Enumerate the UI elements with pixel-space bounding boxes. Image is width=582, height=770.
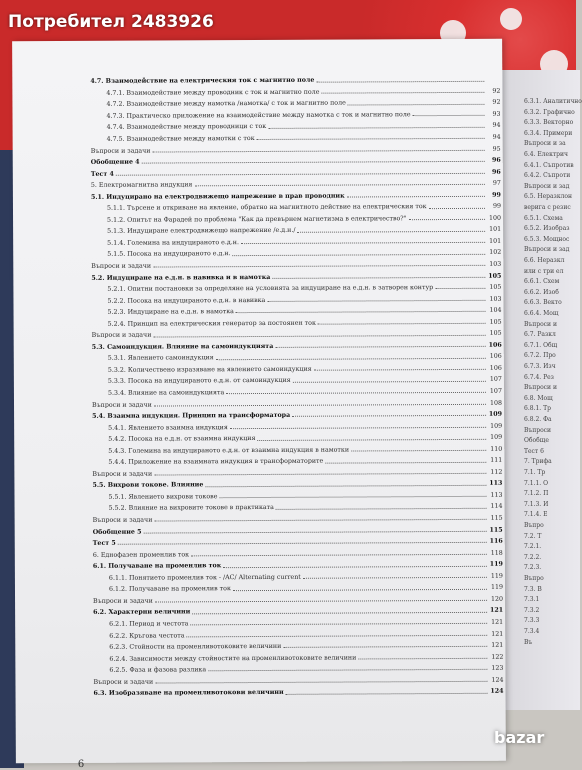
next-page-line: Въпроси и зад: [524, 183, 569, 190]
toc-leader-dots: [236, 310, 486, 313]
toc-entry-title: 4.7.4. Взаимодействие между проводници с ток: [107, 124, 269, 131]
toc-entry-title: 5.3.1. Явлението самоиндукция: [108, 356, 216, 363]
toc-entry-title: Тест 4: [91, 171, 116, 177]
toc-entry-title: 5.1.1. Търсене и откриване на явление, обратно на магнитното действие на електрическия ток: [107, 204, 429, 212]
next-page-line: или с три ел: [524, 268, 563, 275]
toc-leader-dots: [348, 102, 485, 105]
toc-entry-page: 106: [486, 354, 502, 360]
toc-entry-page: 119: [487, 573, 503, 579]
next-page-line: 7.1.1. О: [524, 480, 548, 487]
toc-entry-page: 96: [485, 158, 501, 164]
next-page-line: 6.5. Неразклон: [524, 193, 572, 200]
next-page-line: 6.5.2. Изобраз: [524, 225, 570, 232]
toc-leader-dots: [316, 79, 484, 82]
toc-entry-title: 5.4.4. Приложение на взаимната индукция в трансформаторите: [108, 459, 325, 466]
toc-leader-dots: [216, 356, 486, 359]
next-page-line: 7.1.4. Е: [524, 511, 547, 518]
toc-entry-page: 105: [485, 285, 501, 291]
next-page-line: 7.2. Т: [524, 533, 541, 540]
toc-entry-page: 118: [487, 550, 503, 556]
toc-entry-title: 6.2.5. Фаза и фазова разлика: [109, 667, 208, 674]
toc-leader-dots: [155, 599, 487, 603]
toc-leader-dots: [153, 264, 485, 268]
next-page-line: 6.8.1. Тр: [524, 405, 551, 412]
next-page-line: Въпроси и: [524, 321, 557, 328]
toc-entry-page: 110: [486, 446, 502, 452]
toc-entry-page: 100: [485, 216, 501, 222]
toc-entry-title: 5.4.3. Големина на индуцираното е.д.н. от взаимна индукция в намотки: [108, 447, 351, 455]
toc-entry-page: 105: [485, 273, 501, 279]
user-watermark: Потребител 2483926: [8, 12, 214, 32]
toc-leader-dots: [152, 149, 484, 153]
toc-entry-title: Въпроси и задачи: [91, 264, 153, 271]
toc-leader-dots: [226, 391, 486, 394]
toc-entry-title: Обобщение 5: [93, 529, 144, 536]
next-page-line: 7.2.1.: [524, 543, 541, 550]
toc-entry-page: 115: [487, 527, 503, 533]
background-dot: [500, 8, 522, 30]
next-page-line: 6.5.3. Мощнос: [524, 236, 569, 243]
next-page-line: Въ: [524, 639, 532, 646]
toc-leader-dots: [230, 426, 486, 429]
next-page-line: 7. Трифа: [524, 458, 552, 465]
toc-entry-page: 104: [486, 308, 502, 314]
toc-entry-title: 5.4. Взаимна индукция. Принцип на трансформатора: [92, 413, 292, 420]
next-page-line: 6.6.1. Схем: [524, 278, 559, 285]
toc-entry-title: 6.2.4. Зависимости между стойностите на променливотоковите величини: [109, 655, 358, 663]
toc-leader-dots: [268, 126, 484, 129]
toc-leader-dots: [223, 564, 487, 567]
toc-leader-dots: [143, 530, 486, 534]
next-page-line: 6.8.2. Фа: [524, 416, 552, 423]
toc-entry-page: 103: [485, 296, 501, 302]
toc-entry-page: 120: [487, 597, 503, 603]
toc-leader-dots: [297, 229, 485, 232]
toc-entry-title: Въпроси и задачи: [93, 598, 155, 605]
toc-entry-page: 113: [486, 481, 502, 487]
toc-entry-title: 5.4.1. Явлението взаимна индукция: [108, 425, 230, 432]
toc-entry-title: 5.2.3. Индуциране на е.д.н. в намотка: [108, 309, 236, 316]
next-page-line: 6.7.2. Про: [524, 352, 556, 359]
toc-leader-dots: [321, 91, 484, 94]
toc-entry-title: Въпроси и задачи: [92, 333, 154, 340]
toc-entry-page: 115: [487, 516, 503, 522]
next-page-line: 6.3.2. Графично: [524, 109, 575, 116]
toc-entry-title: 5.1.3. Индуциране електродвижещо напрежение /е.д.н./: [107, 228, 297, 235]
toc-leader-dots: [429, 206, 485, 208]
toc-entry-title: 6.2.3. Стойности на променливотоковите величини: [109, 644, 283, 651]
toc-leader-dots: [293, 380, 486, 383]
toc-entry-title: 6.1.2. Получаване на променлив ток: [109, 586, 233, 593]
toc-entry-page: 121: [487, 608, 503, 614]
next-page-edge: [500, 70, 580, 710]
next-page-line: 6.3.4. Примери: [524, 130, 572, 137]
toc-entry-title: Въпроси и задачи: [93, 679, 155, 686]
toc-leader-dots: [208, 668, 487, 671]
toc-entry-page: 123: [487, 666, 503, 672]
next-page-line: 6.4.2. Съпроти: [524, 172, 570, 179]
toc-entry-title: 6.1. Получаване на променлив ток: [93, 563, 223, 570]
toc-leader-dots: [186, 634, 487, 638]
toc-leader-dots: [347, 195, 485, 198]
toc-entry-page: 108: [486, 400, 502, 406]
toc-entry-title: 5.3.4. Влияние на самоиндукцията: [108, 390, 226, 397]
toc-leader-dots: [358, 657, 487, 660]
toc-entry-title: 6. Еднофазен променлив ток: [93, 552, 191, 559]
toc-entry-page: 113: [486, 493, 502, 499]
toc-entry-page: 124: [487, 677, 503, 683]
toc-entry-page: 109: [486, 412, 502, 418]
toc-entry-page: 105: [486, 331, 502, 337]
toc-entry-page: 99: [485, 192, 501, 198]
next-page-line: 7.3.4: [524, 628, 539, 635]
toc-leader-dots: [205, 483, 486, 486]
toc-leader-dots: [241, 241, 485, 244]
toc-entry-title: 5.1.5. Посока на индуцираното е.д.н.: [107, 252, 232, 259]
toc-entry-page: 107: [486, 389, 502, 395]
next-page-line: 6.6.4. Мощ: [524, 310, 558, 317]
toc-entry-page: 92: [484, 100, 500, 106]
next-page-line: Въпроси и зад: [524, 246, 569, 253]
toc-entry-page: 102: [485, 250, 501, 256]
toc-entry-title: 6.1.1. Понятието променлив ток - /AC/ Alternating current: [109, 575, 303, 582]
toc-entry-page: 106: [486, 343, 502, 349]
next-page-line: Въпро: [524, 575, 544, 582]
toc-entry-page: 122: [487, 654, 503, 660]
toc-entry-page: 107: [486, 377, 502, 383]
toc-entry-page: 92: [484, 89, 500, 95]
toc-entry-title: 5.5.1. Явлението вихрови токове: [108, 494, 219, 501]
next-page-line: 6.7.4. Рез: [524, 374, 554, 381]
toc-leader-dots: [276, 507, 487, 510]
toc-entry-page: 121: [487, 643, 503, 649]
toc-entry-page: 105: [486, 319, 502, 325]
toc-entry: [93, 684, 503, 698]
toc-entry-title: 5.1.4. Големина на индуцираното е.д.н.: [107, 240, 241, 247]
toc-leader-dots: [283, 645, 487, 648]
toc-leader-dots: [154, 472, 486, 476]
toc-leader-dots: [219, 495, 486, 498]
toc-entry-title: 4.7.5. Взаимодействие между намотки с ток: [107, 136, 257, 143]
toc-leader-dots: [325, 460, 486, 463]
toc-leader-dots: [154, 518, 486, 522]
toc-entry-page: 119: [487, 562, 503, 568]
toc-entry-page: 101: [485, 239, 501, 245]
toc-leader-dots: [194, 183, 485, 187]
toc-leader-dots: [413, 114, 485, 116]
toc-leader-dots: [192, 611, 487, 615]
toc-entry-title: Въпроси и задачи: [93, 518, 155, 525]
toc-leader-dots: [257, 137, 485, 140]
next-page-line: 7.3. В: [524, 586, 542, 593]
toc-leader-dots: [233, 587, 487, 590]
book-page: [12, 39, 506, 764]
toc-entry-title: 5.4.2. Посока на е.д.н. от взаимна индукция: [108, 436, 257, 443]
toc-entry-page: 93: [484, 112, 500, 118]
toc-entry-title: 4.7.3. Практическо приложение на взаимодействие между намотка с ток и магнитно поле: [106, 112, 412, 120]
toc-entry-page: 121: [487, 631, 503, 637]
toc-entry-page: 114: [487, 504, 503, 510]
toc-entry-title: 5.2.1. Опитни постановки за определяне на условията за индуциране на е.д.н. в затворен контур: [107, 285, 435, 293]
toc-leader-dots: [272, 276, 485, 279]
toc-entry-title: 5.1. Индуцирано на електродвижещо напрежение в прав проводник: [91, 193, 347, 201]
next-page-line: 6.4.1. Съпротив: [524, 162, 574, 169]
toc-leader-dots: [303, 576, 487, 579]
next-page-line: 6.6. Неразкл: [524, 257, 564, 264]
toc-leader-dots: [257, 437, 486, 440]
toc-entry-title: Обобщение 4: [91, 160, 142, 167]
toc-entry-title: Въпроси и задачи: [92, 402, 154, 409]
next-page-line: 6.6.3. Векто: [524, 299, 562, 306]
next-page-line: Обобще: [524, 437, 549, 444]
table-of-contents: [90, 72, 503, 698]
next-page-line: 6.7. Разкл: [524, 331, 556, 338]
next-page-line: 6.3.1. Аналитично: [524, 98, 582, 105]
toc-leader-dots: [191, 553, 487, 557]
toc-leader-dots: [318, 322, 486, 325]
toc-entry-page: 95: [485, 146, 501, 152]
next-page-line: 6.4. Електрич: [524, 151, 568, 158]
bazar-logo: bazar: [494, 728, 544, 747]
toc-leader-dots: [409, 218, 485, 220]
toc-leader-dots: [275, 345, 485, 348]
toc-entry-page: 99: [485, 204, 501, 210]
page-number: 6: [78, 759, 84, 770]
toc-entry-title: 6.2.1. Период и честота: [109, 621, 190, 628]
toc-entry-page: 116: [487, 539, 503, 545]
toc-entry-page: 106: [486, 366, 502, 372]
next-page-line: 7.3.2: [524, 607, 539, 614]
next-page-line: 7.2.2.: [524, 554, 541, 561]
toc-leader-dots: [286, 691, 488, 694]
toc-entry-title: 6.2.2. Кръгова честота: [109, 633, 186, 640]
toc-entry-title: 4.7.1. Взаимодействие между проводник с ток и магнитно поле: [106, 89, 321, 96]
next-page-line: 7.3.1: [524, 596, 539, 603]
toc-entry-page: 103: [485, 262, 501, 268]
toc-entry-title: 5. Електромагнитна индукция: [91, 183, 195, 190]
toc-entry-title: 5.3.3. Посока на индуцираното е.д.н. от самоиндукция: [108, 378, 293, 385]
toc-entry-title: 6.3. Изобразяване на променливотокови величини: [94, 690, 286, 697]
next-page-line: 7.3.3: [524, 617, 539, 624]
next-page-line: 7.1.3. И: [524, 501, 548, 508]
toc-leader-dots: [154, 403, 486, 407]
toc-entry-title: 4.7. Взаимодействие на електрическия ток с магнитно поле: [90, 78, 316, 85]
toc-entry-title: Въпроси и задачи: [92, 471, 154, 478]
toc-entry-title: 5.1.2. Опитът на Фарадей по проблема "Как да превърнем магнетизма в електричество?": [107, 216, 409, 224]
toc-leader-dots: [142, 160, 485, 164]
next-page-line: 6.5.1. Схема: [524, 215, 563, 222]
next-page-line: Въпроси: [524, 427, 551, 434]
next-page-line: 6.8. Мощ: [524, 395, 553, 402]
toc-leader-dots: [351, 449, 486, 452]
toc-leader-dots: [292, 414, 486, 417]
toc-entry-title: 5.5. Вихрови токове. Влияние: [92, 483, 205, 490]
toc-entry-page: 124: [488, 689, 504, 695]
toc-leader-dots: [153, 333, 485, 337]
toc-entry-page: 97: [485, 181, 501, 187]
toc-entry-page: 94: [485, 123, 501, 129]
toc-entry-page: 101: [485, 227, 501, 233]
toc-entry-title: 5.2.4. Принцип на електрическия генератор за постоянен ток: [108, 320, 318, 327]
next-page-line: 7.1.2. П: [524, 490, 548, 497]
toc-entry-title: 6.2. Характерни величини: [93, 610, 192, 617]
toc-entry-page: 109: [486, 423, 502, 429]
next-page-line: Въпроси и: [524, 384, 557, 391]
toc-leader-dots: [314, 368, 486, 371]
next-page-line: верига с резис: [524, 204, 571, 211]
next-page-line: 7.1. Тр: [524, 469, 545, 476]
toc-leader-dots: [233, 253, 486, 256]
toc-leader-dots: [155, 680, 487, 684]
toc-leader-dots: [190, 622, 487, 626]
toc-entry-title: 5.3. Самоиндукция. Влияние на самоиндукцията: [92, 344, 276, 351]
toc-entry-title: Тест 5: [93, 541, 118, 547]
next-page-line: 6.7.3. Изч: [524, 363, 556, 370]
next-page-line: Тест 6: [524, 448, 544, 455]
next-page-line: Въпро: [524, 522, 544, 529]
toc-entry-page: 112: [486, 470, 502, 476]
next-page-line: 6.7.1. Общ: [524, 342, 557, 349]
next-page-line: 6.6.2. Изоб: [524, 289, 559, 296]
toc-entry-page: 121: [487, 620, 503, 626]
next-page-line: 7.2.3.: [524, 564, 541, 571]
toc-entry-title: 5.2.2. Посока на индуцираното е.д.н. в навивка: [107, 298, 267, 305]
toc-leader-dots: [267, 299, 485, 302]
toc-entry-title: 5.5.2. Влияние на вихровите токове в практиката: [109, 505, 276, 512]
toc-leader-dots: [435, 287, 485, 289]
toc-entry-title: 4.7.2. Взаимодействие между намотка /намотка/ с ток и магнитно поле: [106, 101, 347, 109]
toc-entry-title: Въпроси и задачи: [91, 148, 153, 155]
toc-entry-page: 96: [485, 169, 501, 175]
toc-entry-page: 94: [485, 135, 501, 141]
next-page-line: 6.3.3. Векторно: [524, 119, 573, 126]
toc-entry-page: 111: [486, 458, 502, 464]
toc-entry-title: 5.3.2. Количествено изразяване на явлението самоиндукция: [108, 367, 314, 374]
toc-entry-title: 5.2. Индуциране на е.д.н. в навивка и в намотка: [91, 274, 272, 281]
toc-entry-page: 119: [487, 585, 503, 591]
toc-entry-page: 109: [486, 435, 502, 441]
next-page-line: Въпроси и за: [524, 140, 566, 147]
